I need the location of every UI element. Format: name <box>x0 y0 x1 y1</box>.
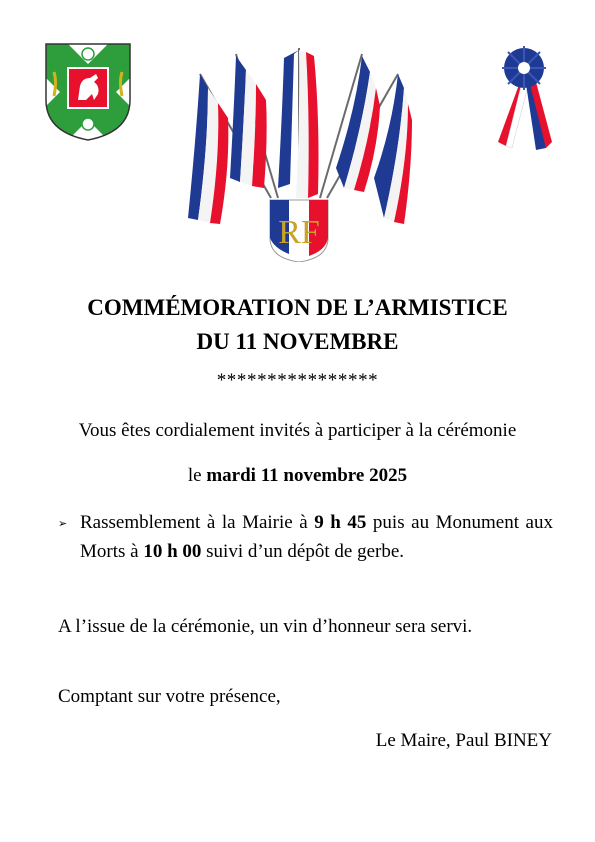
monument-time: 10 h 00 <box>143 541 202 562</box>
separator-stars: **************** <box>216 370 379 391</box>
title-line-1: COMMÉMORATION DE L’ARMISTICE <box>87 295 508 320</box>
bullet-part-1: Rassemblement à la Mairie à <box>80 512 315 533</box>
assembly-time: 9 h 45 <box>314 512 367 533</box>
bullet-part-3: suivi d’un dépôt de gerbe. <box>201 541 405 562</box>
arrow-bullet-icon: ➢ <box>58 518 68 530</box>
date-prefix: le <box>187 465 207 486</box>
coat-of-arms-image <box>44 42 132 142</box>
bullet-part-2: puis au Monument aux Morts à <box>80 512 553 562</box>
tricolor-rosette-image <box>490 42 554 154</box>
invitation-text: Vous êtes cordialement invités à participer à la cérémonie <box>78 420 517 441</box>
closing-text: Comptant sur votre présence, <box>58 686 281 707</box>
french-flags-image <box>186 48 412 262</box>
date-value: mardi 11 novembre 2025 <box>206 465 408 486</box>
reception-text: A l’issue de la cérémonie, un vin d’honneur sera servi. <box>58 616 473 637</box>
title-line-2: DU 11 NOVEMBRE <box>196 329 399 354</box>
rf-emblem-text: RF <box>278 214 320 251</box>
ceremony-date <box>0 465 595 487</box>
signature: Le Maire, Paul BINEY <box>375 730 552 751</box>
bullet-text <box>80 508 553 566</box>
